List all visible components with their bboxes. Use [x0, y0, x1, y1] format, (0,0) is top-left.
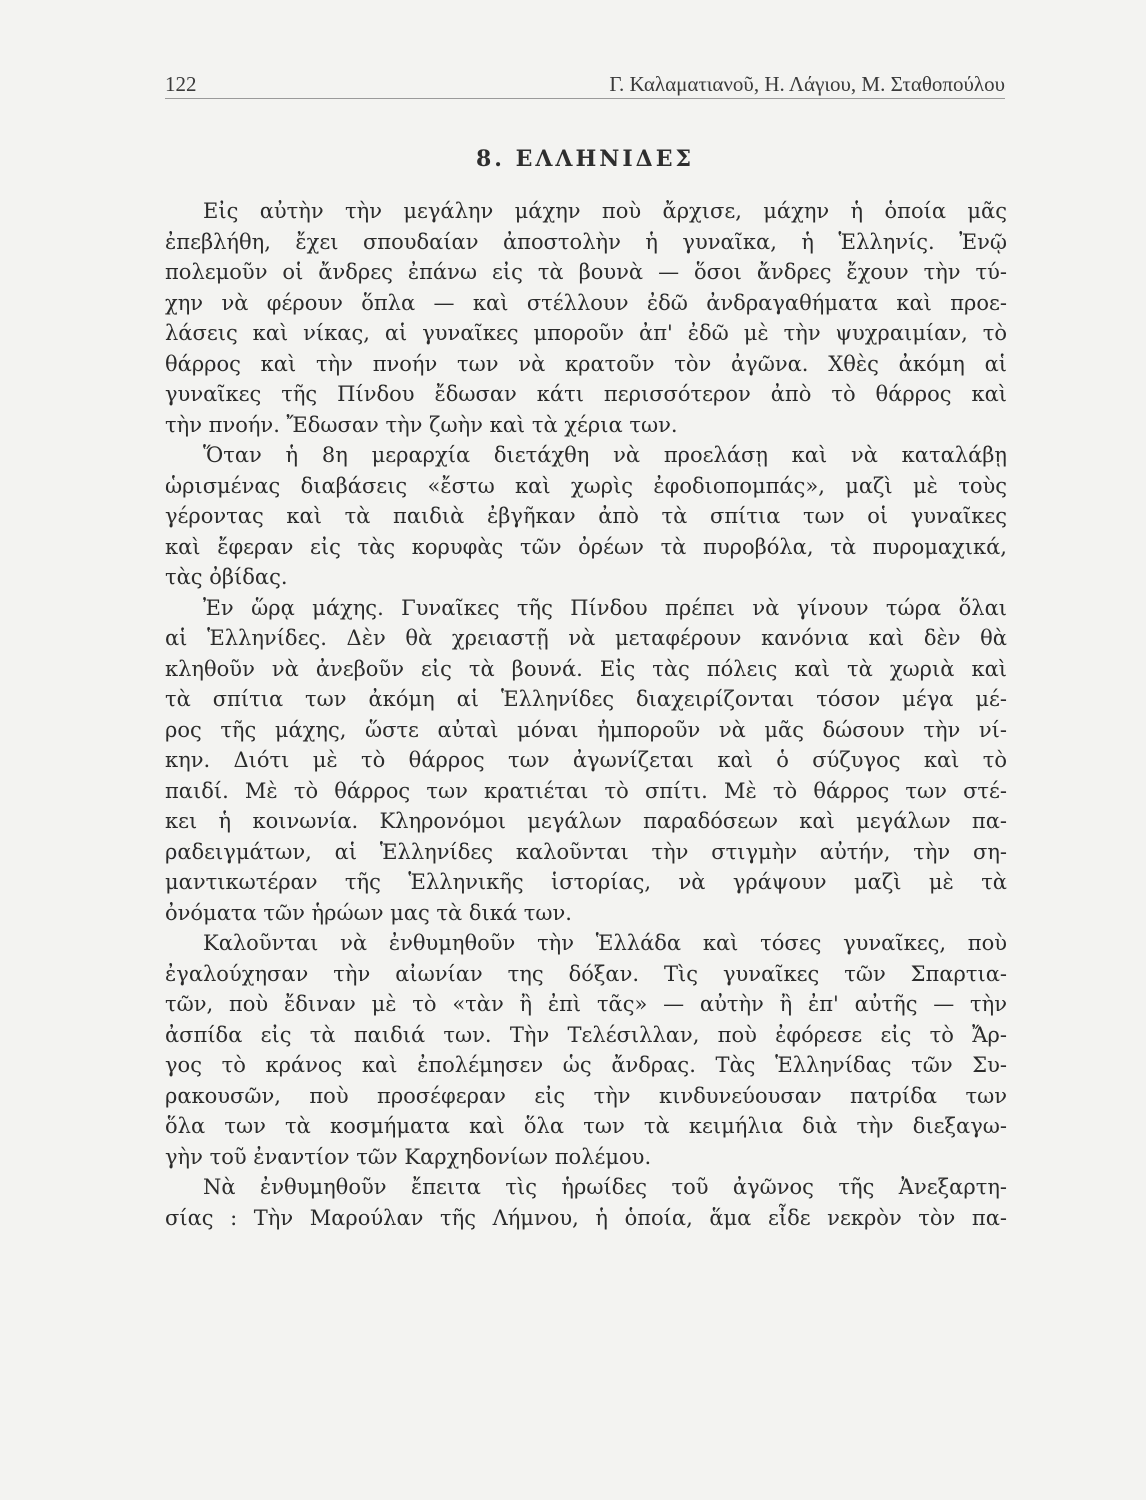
text-line: μαντικωτέραν τῆς Ἑλληνικῆς ἱστορίας, νὰ γράψουν μαζὶ μὲ τὰ: [165, 870, 1007, 894]
text-line: ἐγαλούχησαν τὴν αἰωνίαν της δόξαν. Τὶς γυναῖκες τῶν Σπαρτια-: [165, 961, 1007, 986]
text-line: ρος τῆς μάχης, ὥστε αὐταὶ μόναι ἠμποροῦν νὰ μᾶς δώσουν τὴν νί-: [165, 717, 1007, 742]
text-line: ρακουσῶν, ποὺ προσέφεραν εἰς τὴν κινδυνεύουσαν πατρίδα των: [165, 1083, 1007, 1108]
body-text: [165, 196, 1007, 1233]
header-rule: [165, 98, 1005, 99]
text-line: γος τὸ κράνος καὶ ἐπολέμησεν ὡς ἄνδρας. Τὰς Ἑλληνίδας τῶν Συ-: [165, 1053, 1007, 1077]
text-line: ἐπεβλήθη, ἔχει σπουδαίαν ἀποστολὴν ἡ γυναῖκα, ἡ Ἑλληνίς. Ἐνῷ: [165, 229, 1007, 254]
text-line: γέροντας καὶ τὰ παιδιὰ ἐβγῆκαν ἀπὸ τὰ σπίτια των οἱ γυναῖκες: [165, 504, 1007, 528]
text-line: ἀσπίδα εἰς τὰ παιδιά των. Τὴν Τελέσιλλαν, ποὺ ἐφόρεσε εἰς τὸ Ἄρ-: [165, 1022, 1007, 1047]
text-line: ραδειγμάτων, αἱ Ἑλληνίδες καλοῦνται τὴν στιγμὴν αὐτήν, τὴν ση-: [165, 839, 1007, 864]
text-line: γὴν τοῦ ἐναντίον τῶν Καρχηδονίων πολέμου.: [165, 1144, 652, 1169]
text-line: τὰ σπίτια των ἀκόμη αἱ Ἑλληνίδες διαχειρίζονται τόσον μέγα μέ-: [165, 687, 1007, 711]
text-line: Ὅταν ἡ 8η μεραρχία διετάχθη νὰ προελάσῃ καὶ νὰ καταλάβῃ: [203, 443, 1007, 467]
text-line: κληθοῦν νὰ ἀνεβοῦν εἰς τὰ βουνά. Εἰς τὰς πόλεις καὶ τὰ χωριὰ καὶ: [165, 656, 1007, 681]
text-line: θάρρος καὶ τὴν πνοήν των νὰ κρατοῦν τὸν ἀγῶνα. Χθὲς ἀκόμη αἱ: [165, 351, 1007, 376]
text-line: Νὰ ἐνθυμηθοῦν ἔπειτα τὶς ἡρωίδες τοῦ ἀγῶνος τῆς Ἀνεξαρτη-: [203, 1175, 1007, 1199]
page-number: 122: [165, 72, 197, 96]
text-line: Καλοῦνται νὰ ἐνθυμηθοῦν τὴν Ἑλλάδα καὶ τόσες γυναῖκες, ποὺ: [203, 931, 1007, 955]
text-line: ὀνόματα τῶν ἡρώων μας τὰ δικά των.: [165, 900, 572, 925]
text-line: Εἰς αὐτὴν τὴν μεγάλην μάχην ποὺ ἄρχισε, μάχην ἡ ὁποία μᾶς: [203, 199, 1007, 223]
text-line: αἱ Ἑλληνίδες. Δὲν θὰ χρειαστῇ νὰ μεταφέρουν κανόνια καὶ δὲν θὰ: [165, 626, 1007, 650]
text-line: λάσεις καὶ νίκας, αἱ γυναῖκες μποροῦν ἀπ' ἐδῶ μὲ τὴν ψυχραιμίαν, τὸ: [165, 321, 1007, 345]
text-line: γυναῖκες τῆς Πίνδου ἔδωσαν κάτι περισσότερον ἀπὸ τὸ θάρρος καὶ: [165, 382, 1007, 406]
text-line: κην. Διότι μὲ τὸ θάρρος των ἀγωνίζεται καὶ ὁ σύζυγος καὶ τὸ: [165, 748, 1007, 772]
text-line: ὅλα των τὰ κοσμήματα καὶ ὅλα των τὰ κειμήλια διὰ τὴν διεξαγω-: [165, 1114, 1007, 1138]
text-line: ὡρισμένας διαβάσεις «ἔστω καὶ χωρὶς ἐφοδιοπομπάς», μαζὶ μὲ τοὺς: [165, 473, 1007, 498]
running-header: [165, 72, 1005, 106]
text-line: σίας : Τὴν Μαρούλαν τῆς Λήμνου, ἡ ὁποία, ἅμα εἶδε νεκρὸν τὸν πα-: [165, 1205, 1007, 1230]
header-authors: Γ. Καλαματιανοῦ, Η. Λάγιου, Μ. Σταθοπούλου: [609, 72, 1005, 96]
text-line: καὶ ἔφεραν εἰς τὰς κορυφὰς τῶν ὀρέων τὰ πυροβόλα, τὰ πυρομαχικά,: [165, 534, 1007, 559]
text-line: πολεμοῦν οἱ ἄνδρες ἐπάνω εἰς τὰ βουνὰ — ὅσοι ἄνδρες ἔχουν τὴν τύ-: [165, 260, 1007, 284]
text-line: Ἐν ὥρᾳ μάχης. Γυναῖκες τῆς Πίνδου πρέπει νὰ γίνουν τώρα ὅλαι: [203, 595, 1007, 620]
text-line: κει ἡ κοινωνία. Κληρονόμοι μεγάλων παραδόσεων καὶ μεγάλων πα-: [165, 809, 1007, 833]
chapter-title: 8. ΕΛΛΗΝΙΔΕΣ: [475, 146, 695, 172]
text-line: χην νὰ φέρουν ὅπλα — καὶ στέλλουν ἐδῶ ἀνδραγαθήματα καὶ προε-: [165, 290, 1007, 315]
text-line: τῶν, ποὺ ἔδιναν μὲ τὸ «τὰν ἢ ἐπὶ τᾶς» — αὐτὴν ἢ ἐπ' αὐτῆς — τὴν: [165, 992, 1007, 1016]
text-line: παιδί. Μὲ τὸ θάρρος των κρατιέται τὸ σπίτι. Μὲ τὸ θάρρος των στέ-: [165, 778, 1007, 803]
text-line: τὴν πνοήν. Ἔδωσαν τὴν ζωὴν καὶ τὰ χέρια των.: [165, 412, 678, 437]
text-line: τὰς ὀβίδας.: [165, 565, 288, 589]
